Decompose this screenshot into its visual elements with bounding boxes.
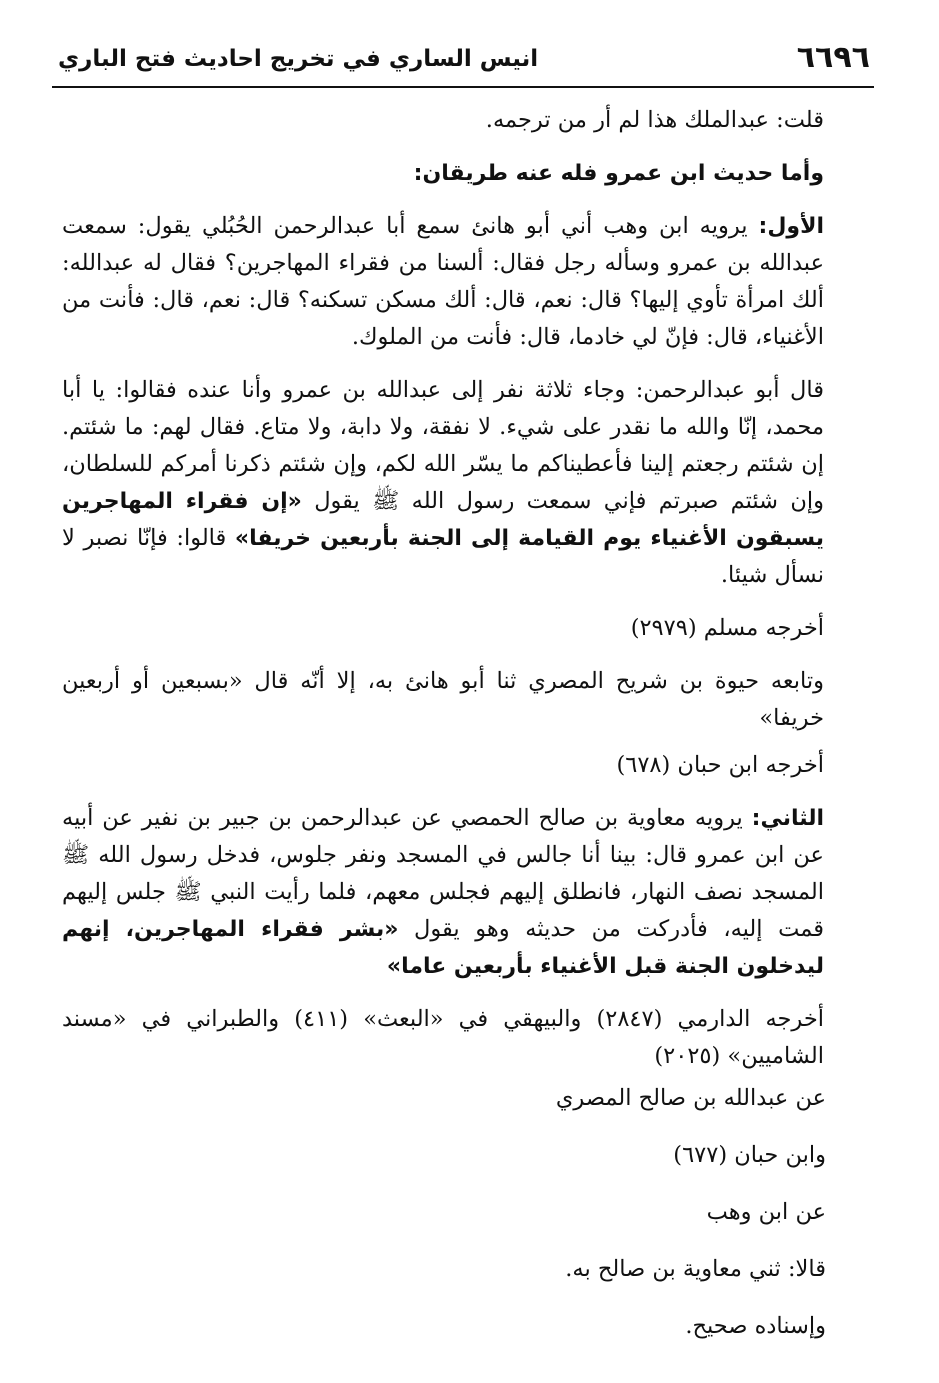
chain-line: عن عبدالله بن صالح المصري	[555, 1085, 826, 1111]
page-number: ٦٦٩٦	[796, 40, 870, 75]
paragraph-note: قلت: عبدالملك هذا لم أر من ترجمه.	[485, 107, 824, 133]
hadith-quote-1: «إن فقراء المهاجرين يسبقون الأغنياء يوم القيامة إلى الجنة بأربعين خريفا»	[62, 489, 824, 551]
paragraph-first-route	[62, 208, 824, 356]
paragraph-second-route	[62, 800, 824, 985]
chain-line: وابن حبان (٦٧٧)	[673, 1142, 826, 1168]
first-route-text: يرويه ابن وهب أني أبو هانئ سمع أبا عبدالرحمن الحُبُلي يقول: سمعت عبدالله بن عمرو وسأله رجل فقال: ألسنا من فقراء المهاجرين؟ فقال له عبدالله: ألك امرأة تأوي إليها؟ قال: نعم، قال: ألك مسكن تسكنه؟ قال: نعم، قال: فأنت من الأغنياء، قال: فإنّ لي خادما، قال: فأنت من الملوك.	[62, 213, 824, 350]
first-route-label: الأول:	[758, 214, 824, 239]
page-header	[52, 38, 874, 82]
paragraph-corroboration: وتابعه حيوة بن شريح المصري ثنا أبو هانئ به، إلا أنّه قال «بسبعين أو أربعين خريفا»	[62, 668, 824, 731]
chain-line: وإسناده صحيح.	[685, 1313, 826, 1339]
narration-tail: قالوا: فإنّا نصبر لا نسأل شيئا.	[62, 525, 824, 588]
main-text	[62, 102, 824, 1091]
narration-text: قال أبو عبدالرحمن: وجاء ثلاثة نفر إلى عبدالله بن عمرو وأنا عنده فقالوا: يا أبا محمد، إنّا والله ما نقدر على شيء. لا نفقة، ولا دابة، ولا متاع. فقال لهم: ما شئتم. إن شئتم رجعتم إلينا فأعطيناكم ما يسّر الله لكم، وإن شئتم ذكرنا أمركم للسلطان، وإن شئتم صبرتم فإني سمعت رسول الله ﷺ يقول	[62, 377, 825, 514]
paragraph-heading: وأما حديث ابن عمرو فله عنه طريقان:	[413, 161, 824, 186]
paragraph-citation-muslim: أخرجه مسلم (٢٩٧٩)	[630, 615, 824, 641]
second-route-label: الثاني:	[751, 806, 824, 831]
chain-line: عن ابن وهب	[706, 1199, 826, 1225]
running-title: انيس الساري في تخريج احاديث فتح الباري	[58, 46, 539, 72]
paragraph-citation-darimi: أخرجه الدارمي (٢٨٤٧) والبيهقي في «البعث» (٤١١) والطبراني في «مسند الشاميين» (٢٠٢٥)	[62, 1006, 825, 1069]
chain-list	[556, 1070, 826, 1355]
header-rule	[52, 86, 874, 88]
hadith-quote-2: «بشر فقراء المهاجرين، إنهم ليدخلون الجنة قبل الأغنياء بأربعين عاما»	[62, 917, 824, 979]
second-route-text: يرويه معاوية بن صالح الحمصي عن عبدالرحمن بن جبير بن نفير عن أبيه عن ابن عمرو قال: بينا أنا جالس في المسجد ونفر جلوس، فدخل رسول الله ﷺ المسجد نصف النهار، فانطلق إليهم فجلس معهم، فلما رأيت النبي ﷺ جلس إليهم قمت إليه، فأدركت من حديثه وهو يقول	[62, 805, 824, 942]
chain-line: قالا: ثني معاوية بن صالح به.	[565, 1256, 826, 1282]
paragraph-narration	[62, 372, 824, 594]
paragraph-citation-ibn-hibban: أخرجه ابن حبان (٦٧٨)	[616, 752, 824, 778]
